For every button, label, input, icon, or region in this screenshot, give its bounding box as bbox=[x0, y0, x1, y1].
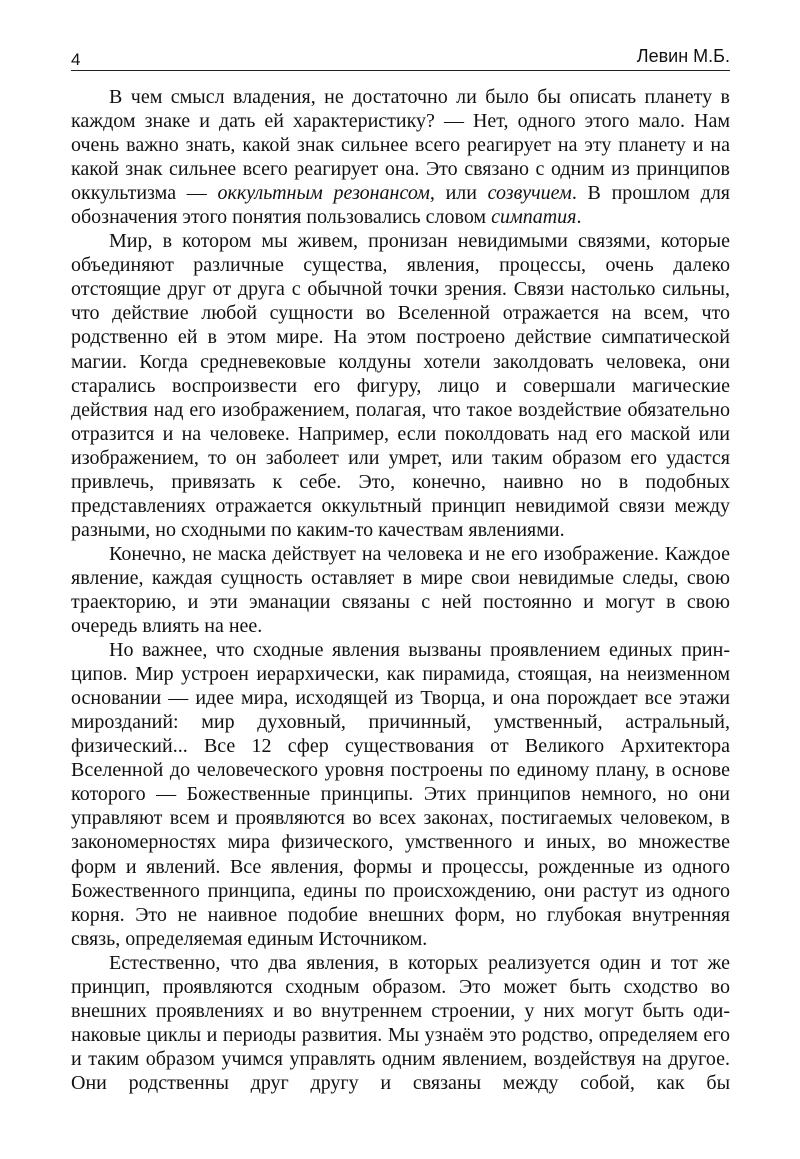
page-number: 4 bbox=[71, 50, 81, 69]
paragraph: В чем смысл владения, не достаточно ли было бы описать планету в каждом знаке и дать ей характеристику? — Нет, одного этого мало. Нам очень важно знать, какой знак сильнее всего реагирует на эту планету и на какой знак сильнее всего реагирует она. Это связано с одним из принципов оккультизма — оккультным резонансом, или созвучием. В прошлом для обозначения этого понятия пользовались словом симпатия. bbox=[71, 86, 730, 229]
paragraph: Мир, в котором мы живем, пронизан невидимыми связями, которые объединяют различные существа, явления, процессы, очень далеко отстоящие друг от друга с обычной точки зрения. Связи настолько сильны, что действие любой сущности во Вселенной отражается на всем, что родственно ей в этом мире. На этом построено действие симпатической магии. Когда средневековые колдуны хотели заколдовать человека, они старались воспроизвести его фигуру, лицо и совершали магические действия над его изображением, полагая, что такое воздействие обязательно отразится и на человеке. Например, если поколдовать над его маской или изображением, то он заболеет или умрет, или таким образом его удастся привлечь, привязать к себе. Это, конечно, наивно но в подобных представлениях отражается оккультный принцип невидимой связи между разными, но сходными по каким-то качествам явлениями. bbox=[71, 230, 730, 541]
italic-term: созвучием bbox=[487, 182, 572, 205]
paragraph: Естественно, что два явления, в которых реализуется один и тот же принцип, проявляются сходным образом. Это может быть сходство во внешних проявлениях и во внутреннем строении, у них могут быть одинаковые циклы и периоды развития. Мы узнаём это родство, определяем его и таким образом учимся управлять одним явлением, воздействуя на другое. Они родственны друг другу и связаны между собой, как бы bbox=[71, 951, 730, 1094]
paragraph: Конечно, не маска действует на человека и не его изображение. Каждое явление, каждая сущность оставляет в мире свои невидимые следы, свою траекторию, и эти эманации связаны с ней постоянно и могут в свою очередь влиять на нее. bbox=[71, 542, 730, 638]
header-rule bbox=[71, 70, 730, 71]
page-header bbox=[71, 44, 730, 70]
body-text bbox=[71, 85, 730, 1095]
paragraph: Но важнее, что сходные явления вызваны проявлением единых принципов. Мир устроен иерархически, как пирамида, стоящая, на неизменном основании — идее мира, исходящей из Творца, и она порождает все этажи мирозданий: мир духовный, причинный, умственный, астральный, физический... Все 12 сфер существования от Великого Архитектора Вселенной до человеческого уровня построены по единому плану, в основе которого — Божественные принципы. Этих принципов немного, но они управляют всем и проявляются во всех законах, постигаемых человеком, в закономерностях мира физического, умственного и иных, во множестве форм и явлений. Все явления, формы и процессы, рожденные из одного Божественного принципа, едины по происхождению, они растут из одного корня. Это не наивное подобие внешних форм, но глубокая внутренняя связь, определяемая единым Источником. bbox=[71, 639, 730, 950]
running-head-author: Левин М.Б. bbox=[636, 46, 730, 66]
italic-term: оккультным резонансом bbox=[217, 182, 430, 205]
italic-term: симпатия bbox=[491, 206, 577, 229]
